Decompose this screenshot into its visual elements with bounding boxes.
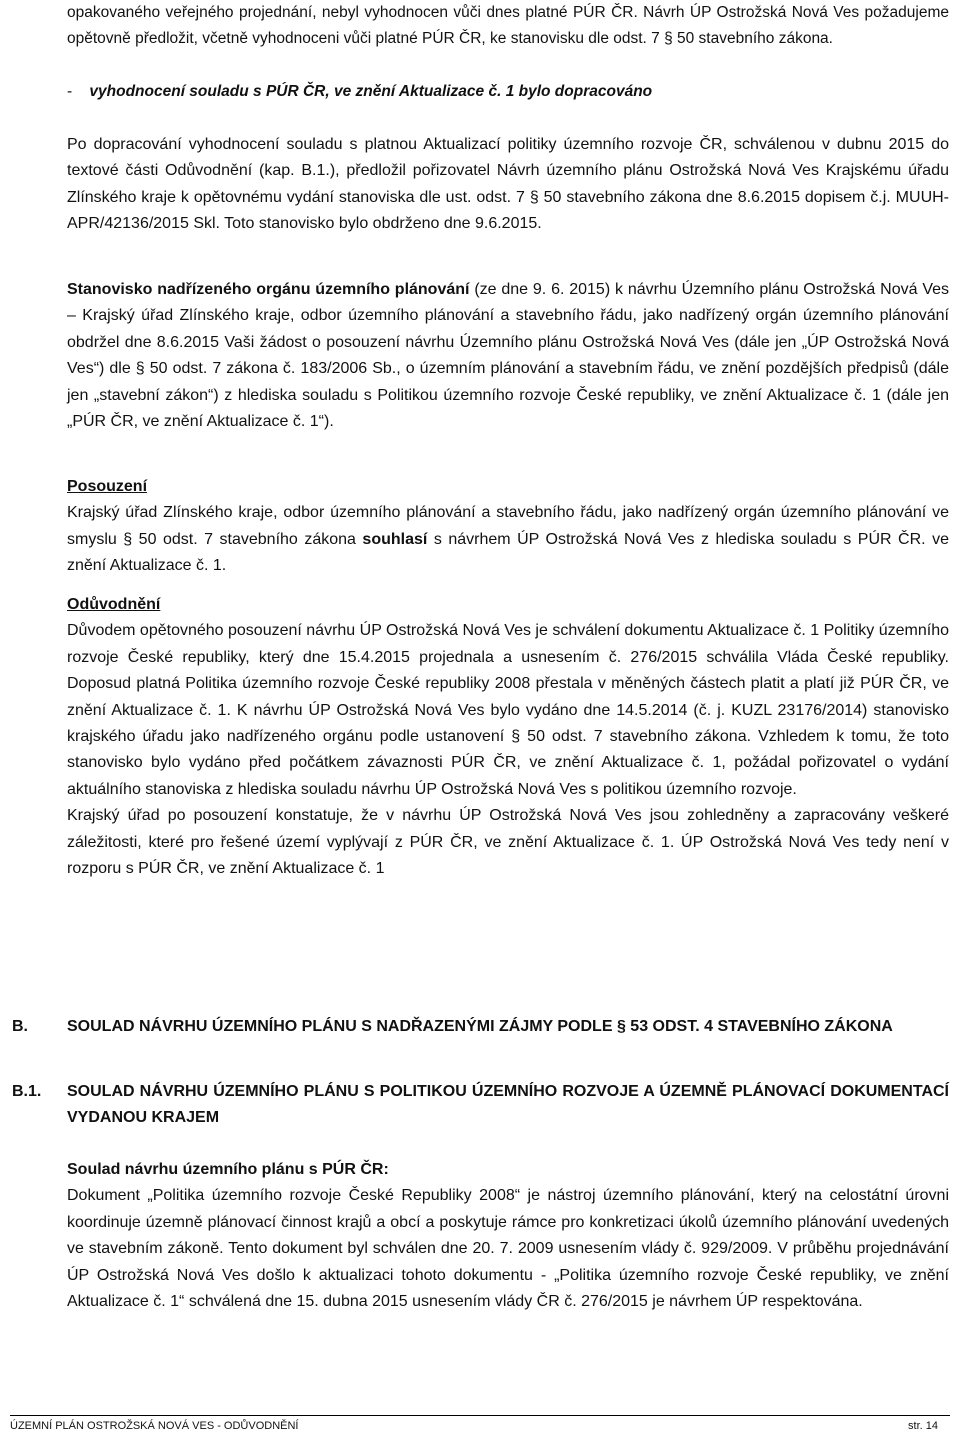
soulad-pur-heading: Soulad návrhu územního plánu s PÚR ČR:	[67, 1161, 389, 1178]
posouzeni-text-after: s návrhem ÚP Ostrožská Nová Ves z hlediska souladu s PÚR ČR. ve znění Aktualizace č. 1.	[67, 530, 950, 575]
section-b-title: SOULAD NÁVRHU ÚZEMNÍHO PLÁNU S NADŘAZENÝMI ZÁJMY PODLE § 53 ODST. 4 STAVEBNÍHO ZÁKONA	[67, 1018, 893, 1035]
section-oduvodneni	[67, 592, 949, 882]
footer-page-number: str. 14	[908, 1420, 938, 1432]
section-b-number: B.	[12, 1018, 28, 1035]
posouzeni-text-before: Krajský úřad Zlínského kraje, odbor územního plánování a stavebního řádu, jako nadřízený orgán územního plánování ve smyslu § 50 odst. 7 stavebního zákona	[67, 504, 949, 548]
dash-bullet: -	[67, 83, 73, 100]
section-posouzeni	[67, 474, 949, 580]
dash-list-item	[67, 79, 949, 105]
dash-item-text: vyhodnocení souladu s PÚR ČR, ve znění Aktualizace č. 1 bylo dopracováno	[89, 83, 653, 100]
oduvodneni-heading: Odůvodnění	[67, 596, 161, 613]
section-b1-number: B.1.	[12, 1083, 42, 1100]
stanovisko-text: (ze dne 9. 6. 2015) k návrhu Územního plánu Ostrožská Nová Ves – Krajský úřad Zlínského kraje, odbor územního plánování a stavebního řádu, jako nadřízený orgán územního plánování obdržel dne 8.6.2015 Vaši žádost o posouzení návrhu Územního plánu Ostrožská Nová Ves (dále jen „ÚP Ostrožská Nová Ves“) dle § 50 odst. 7 zákona č. 183/2006 Sb., o územním plánování a stavebním řádu, ve znění pozdějších předpisů (dále jen „stavební zákon“) z hlediska souladu s Politikou územního rozvoje České republiky, ve znění Aktualizace č. 1 (dále jen „PÚR ČR, ve znění Aktualizace č. 1“).	[67, 281, 950, 431]
stanovisko-heading: Stanovisko nadřízeného orgánu územního plánování	[67, 281, 470, 298]
oduvodneni-paragraph-1: Důvodem opětovného posouzení návrhu ÚP Ostrožská Nová Ves je schválení dokumentu Aktualizace č. 1 Politiky územního rozvoje České republiky, který dne 15.4.2015 projednala a usnesením č. 276/2015 schválila Vláda České republiky. Doposud platná Politika územního rozvoje České republiky 2008 přestala v měněných částech platit a platí již PÚR ČR, ve znění Aktualizace č. 1. K návrhu ÚP Ostrožská Nová Ves bylo vydáno dne 14.5.2014 (č. j. KUZL 23176/2014) stanovisko krajského úřadu jako nadřízeného orgánu podle ustanovení § 50 odst. 7 stavebního zákona. Vzhledem k tomu, že toto stanovisko bylo vydáno před počátkem závaznosti PÚR ČR, ve znění Aktualizace č. 1, požádal pořizovatel o vydání aktuálního stanoviska z hlediska souladu návrhu ÚP Ostrožská Nová Ves s politikou územního rozvoje.	[67, 622, 949, 798]
posouzeni-text	[67, 500, 949, 579]
paragraph-stanovisko	[67, 277, 949, 435]
posouzeni-souhlasi: souhlasí	[362, 530, 428, 548]
paragraph-dopracovani: Po dopracování vyhodnocení souladu s platnou Aktualizací politiky územního rozvoje ČR, schválenou v dubnu 2015 do textové části Odůvodnění (kap. B.1.), předložil pořizovatel Návrh územního plánu Ostrožská Nová Ves Krajskému úřadu Zlínského kraje k opětovnému vydání stanoviska dle ust. odst. 7 § 50 stavebního zákona dne 8.6.2015 dopisem č.j. MUUH-APR/42136/2015 Skl. Toto stanovisko bylo obdrženo dne 9.6.2015.	[67, 136, 949, 233]
oduvodneni-paragraph-2: Krajský úřad po posouzení konstatuje, že v návrhu ÚP Ostrožská Nová Ves jsou zohledněny a zapracovány veškeré záležitosti, které pro řešené území vyplývají z PÚR ČR, ve znění Aktualizace č. 1. ÚP Ostrožská Nová Ves tedy není v rozporu s PÚR ČR, ve znění Aktualizace č. 1	[67, 807, 949, 878]
posouzeni-heading: Posouzení	[67, 478, 148, 495]
footer-divider	[10, 1415, 950, 1416]
footer-document-title: ÚZEMNÍ PLÁN OSTROŽSKÁ NOVÁ VES - ODŮVODNĚNÍ	[10, 1420, 299, 1432]
soulad-pur-text: Dokument „Politika územního rozvoje České Republiky 2008“ je nástroj územního plánování, který na celostátní úrovni koordinuje územně plánovací činnost krajů a obcí a poskytuje rámce pro konkretizaci úkolů územního plánování uvedených ve stavebním zákoně. Tento dokument byl schválen dne 20. 7. 2009 usnesením vlády č. 929/2009. V průběhu projednávání ÚP Ostrožská Nová Ves došlo k aktualizaci tohoto dokumentu - „Politika územního rozvoje České republiky, ve znění Aktualizace č. 1“ schválená dne 15. dubna 2015 usnesením vlády ČR č. 276/2015 je návrhem ÚP respektována.	[67, 1187, 949, 1311]
paragraph-intro: opakovaného veřejného projednání, nebyl vyhodnocen vůči dnes platné PÚR ČR. Návrh ÚP Ostrožská Nová Ves požadujeme opětovně předložit, včetně vyhodnoceni vůči platné PÚR ČR, ke stanovisku dle odst. 7 § 50 stavebního zákona.	[67, 4, 949, 48]
section-soulad-pur	[67, 1157, 949, 1315]
section-b1-title: SOULAD NÁVRHU ÚZEMNÍHO PLÁNU S POLITIKOU ÚZEMNÍHO ROZVOJE A ÚZEMNĚ PLÁNOVACÍ DOKUMENTACÍ VYDANOU KRAJEM	[67, 1083, 949, 1127]
